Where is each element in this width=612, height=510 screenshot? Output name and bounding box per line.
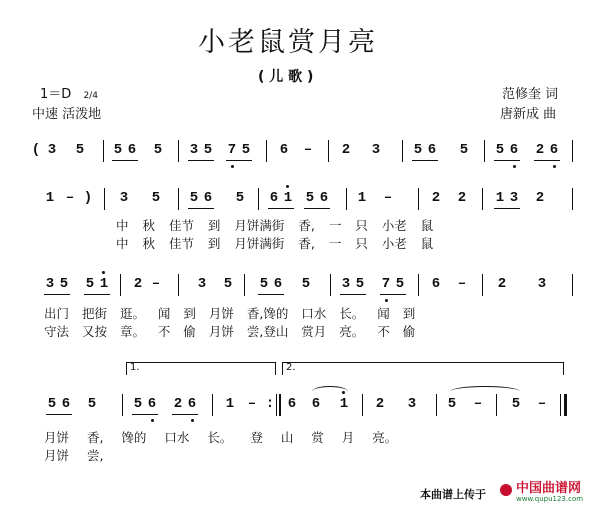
song-subtitle: ( 儿 歌 ) xyxy=(258,69,314,85)
note: 6 xyxy=(427,142,437,158)
note: 5 xyxy=(301,276,311,292)
note: 6 xyxy=(319,190,329,206)
barline xyxy=(266,140,267,162)
beam xyxy=(380,294,406,295)
beam xyxy=(84,294,110,295)
note: 1 xyxy=(283,190,293,206)
note: 5 xyxy=(189,190,199,206)
note: 5 xyxy=(511,396,521,412)
barline xyxy=(572,140,573,162)
volta-bracket-2 xyxy=(282,362,564,375)
note: 6 xyxy=(431,276,441,292)
lyrics-row-3-verse-1: 出门 把街 逛。 闻 到 月饼 香,馋的 口水 长。 闻 到 xyxy=(44,306,416,321)
beam xyxy=(304,208,330,209)
note: 1 xyxy=(99,276,109,292)
song-title: 小老鼠赏月亮 xyxy=(198,27,378,58)
note: – xyxy=(383,190,393,206)
key-signature xyxy=(40,86,98,105)
note: 5 xyxy=(59,276,69,292)
note: 6 xyxy=(287,396,297,412)
note: 3 xyxy=(189,142,199,158)
repeat-barline xyxy=(279,394,281,416)
final-barline xyxy=(564,394,567,416)
footer-upload-text: 本曲谱上传于 xyxy=(420,488,486,501)
slur xyxy=(312,386,348,397)
note: 3 xyxy=(47,142,57,158)
barline xyxy=(178,274,179,296)
beam xyxy=(494,160,520,161)
note: 5 xyxy=(87,396,97,412)
beam xyxy=(132,414,158,415)
note: 1 xyxy=(495,190,505,206)
note: 5 xyxy=(395,276,405,292)
note: 7 xyxy=(227,142,237,158)
note: 6 xyxy=(203,190,213,206)
barline xyxy=(402,140,403,162)
beam xyxy=(268,208,294,209)
key-label: 1＝D xyxy=(40,87,72,102)
note: 5 xyxy=(259,276,269,292)
octave-dot xyxy=(191,419,194,422)
volta-bracket-1 xyxy=(126,362,276,375)
beam xyxy=(534,160,560,161)
note: 2 xyxy=(457,190,467,206)
note: 3 xyxy=(341,276,351,292)
barline xyxy=(244,274,245,296)
note: 5 xyxy=(235,190,245,206)
octave-dot xyxy=(231,165,234,168)
note: 6 xyxy=(187,396,197,412)
note: 5 xyxy=(241,142,251,158)
site-logo-name: 中国曲谱网 xyxy=(516,481,582,496)
note: 5 xyxy=(133,396,143,412)
barline xyxy=(328,140,329,162)
barline xyxy=(436,394,437,416)
note: – xyxy=(65,190,75,206)
note: 2 xyxy=(133,276,143,292)
note: 2 xyxy=(173,396,183,412)
note: 2 xyxy=(535,190,545,206)
note: 6 xyxy=(279,142,289,158)
note: – xyxy=(537,396,547,412)
note: 3 xyxy=(371,142,381,158)
note: 5 xyxy=(447,396,457,412)
note: 5 xyxy=(153,142,163,158)
note: 2 xyxy=(535,142,545,158)
beam xyxy=(188,160,214,161)
note: – xyxy=(473,396,483,412)
score-row-4 xyxy=(0,396,612,426)
barline xyxy=(560,394,561,416)
barline xyxy=(104,188,105,210)
note: 1 xyxy=(45,190,55,206)
barline xyxy=(482,188,483,210)
octave-dot xyxy=(286,185,289,188)
lyrics-row-3-verse-2: 守法 又按 章。 不 偷 月饼 尝,登山 赏月 亮。 不 偷 xyxy=(44,324,416,339)
note: ) xyxy=(83,190,93,206)
beam xyxy=(258,294,284,295)
note: 1 xyxy=(225,396,235,412)
volta-2-label: 2. xyxy=(286,362,296,373)
note: 2 xyxy=(341,142,351,158)
beam xyxy=(46,414,72,415)
note: – xyxy=(151,276,161,292)
note: 5 xyxy=(203,142,213,158)
barline xyxy=(178,188,179,210)
note: 5 xyxy=(151,190,161,206)
note: 3 xyxy=(45,276,55,292)
note: 5 xyxy=(223,276,233,292)
barline xyxy=(482,274,483,296)
beam xyxy=(226,160,252,161)
note: ( xyxy=(31,142,41,158)
note: 5 xyxy=(355,276,365,292)
note: 5 xyxy=(305,190,315,206)
note: 6 xyxy=(127,142,137,158)
site-logo-url: www.qupu123.com xyxy=(516,495,584,503)
beam xyxy=(340,294,366,295)
note: 3 xyxy=(407,396,417,412)
note: 5 xyxy=(495,142,505,158)
octave-dot xyxy=(151,419,154,422)
barline xyxy=(346,188,347,210)
lyricist-credit: 范修奎 词 xyxy=(502,87,559,102)
barline xyxy=(418,274,419,296)
octave-dot xyxy=(385,299,388,302)
note: 5 xyxy=(459,142,469,158)
note: 1 xyxy=(339,396,349,412)
note: 6 xyxy=(509,142,519,158)
barline xyxy=(572,274,573,296)
octave-dot xyxy=(553,165,556,168)
time-signature: 2/4 xyxy=(83,91,98,101)
site-logo-icon xyxy=(500,484,512,496)
score-row-3 xyxy=(0,276,612,306)
composer-credit: 唐新成 曲 xyxy=(500,107,557,122)
lyrics-row-4-verse-1: 月饼 香, 馋的 口水 长。 登 山 赏 月 亮。 xyxy=(44,430,398,445)
barline xyxy=(276,394,277,416)
barline xyxy=(362,394,363,416)
note: 6 xyxy=(269,190,279,206)
note: 5 xyxy=(75,142,85,158)
barline xyxy=(212,394,213,416)
note: 3 xyxy=(197,276,207,292)
note: 2 xyxy=(497,276,507,292)
barline xyxy=(418,188,419,210)
note: 6 xyxy=(311,396,321,412)
octave-dot xyxy=(513,165,516,168)
note: 7 xyxy=(381,276,391,292)
barline xyxy=(330,274,331,296)
barline xyxy=(178,140,179,162)
beam xyxy=(172,414,198,415)
repeat-sign: : xyxy=(265,396,275,412)
site-logo[interactable] xyxy=(502,482,583,503)
note: 6 xyxy=(273,276,283,292)
note: 6 xyxy=(147,396,157,412)
note: 5 xyxy=(85,276,95,292)
octave-dot xyxy=(102,271,105,274)
barline xyxy=(258,188,259,210)
tempo-marking: 中速 活泼地 xyxy=(32,107,102,122)
beam xyxy=(188,208,214,209)
beam xyxy=(494,208,520,209)
note: – xyxy=(457,276,467,292)
note: 6 xyxy=(549,142,559,158)
note: 5 xyxy=(413,142,423,158)
note: 3 xyxy=(509,190,519,206)
barline xyxy=(496,394,497,416)
beam xyxy=(44,294,70,295)
note: 2 xyxy=(431,190,441,206)
barline xyxy=(103,140,104,162)
note: 3 xyxy=(119,190,129,206)
lyrics-row-2-verse-2: 中 秋 佳节 到 月饼满街 香, 一 只 小老 鼠 xyxy=(116,236,434,251)
barline xyxy=(122,394,123,416)
lyrics-row-2-verse-1: 中 秋 佳节 到 月饼满街 香, 一 只 小老 鼠 xyxy=(116,218,434,233)
barline xyxy=(484,140,485,162)
note: – xyxy=(303,142,313,158)
note: – xyxy=(247,396,257,412)
note: 5 xyxy=(47,396,57,412)
note: 1 xyxy=(357,190,367,206)
score-row-1 xyxy=(0,142,612,172)
barline xyxy=(120,274,121,296)
lyrics-row-4-verse-2: 月饼 尝, xyxy=(44,448,104,463)
beam xyxy=(112,160,138,161)
note: 3 xyxy=(537,276,547,292)
barline xyxy=(572,188,573,210)
volta-1-label: 1. xyxy=(130,362,140,373)
note: 5 xyxy=(113,142,123,158)
note: 2 xyxy=(375,396,385,412)
beam xyxy=(412,160,438,161)
note: 6 xyxy=(61,396,71,412)
